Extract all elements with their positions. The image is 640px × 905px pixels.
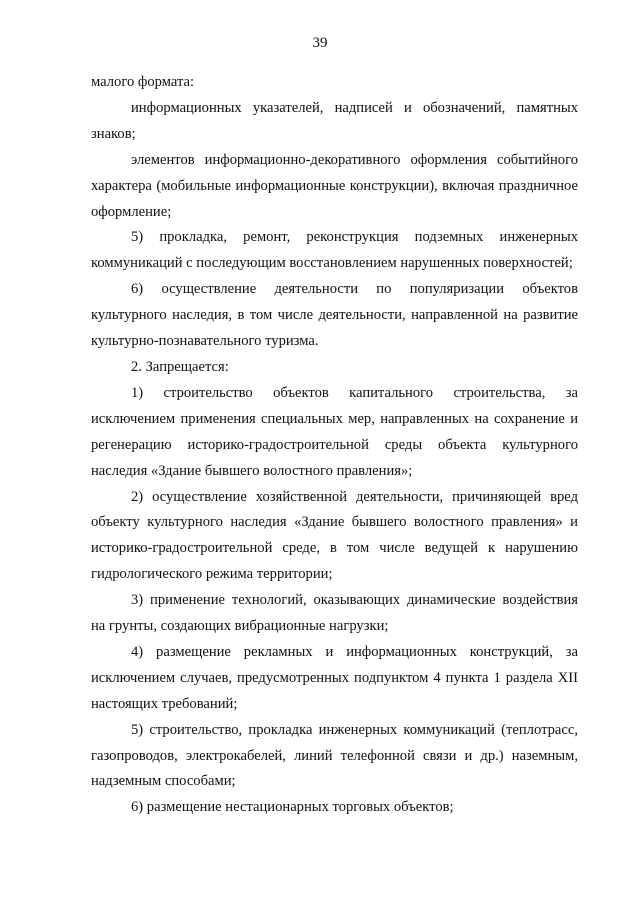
paragraph-8: 2) осуществление хозяйственной деятельности, причиняющей вред объекту культурного наследия «Здание бывшего волостного правления» и историко-градостроительной среде, в том числе ведущей к нарушению гидрологического режима территории; xyxy=(91,488,578,583)
paragraph-1: малого формата: xyxy=(91,74,195,90)
paragraph-9: 3) применение технологий, оказывающих динамические воздействия на грунты, создающих вибрационные нагрузки; xyxy=(91,592,578,635)
paragraph-3: элементов информационно-декоративного оформления событийного характера (мобильные информационные конструкции), включая праздничное оформление; xyxy=(91,151,578,220)
page-number: 39 xyxy=(312,35,328,51)
paragraph-11: 5) строительство, прокладка инженерных коммуникаций (теплотрасс, газопроводов, электрокабелей, линий телефонной связи и др.) наземным, надземным способами; xyxy=(91,721,578,790)
paragraph-10: 4) размещение рекламных и информационных конструкций, за исключением случаев, предусмотренных подпунктом 4 пункта 1 раздела XII настоящих требований; xyxy=(91,643,578,712)
document-body xyxy=(91,70,578,821)
paragraph-12: 6) размещение нестационарных торговых объектов; xyxy=(131,799,454,816)
paragraph-5: 6) осуществление деятельности по популяризации объектов культурного наследия, в том числе деятельности, направленной на развитие культурно-познавательного туризма. xyxy=(91,281,578,350)
paragraph-6: 2. Запрещается: xyxy=(131,358,229,375)
paragraph-4: 5) прокладка, ремонт, реконструкция подземных инженерных коммуникаций с последующим восстановлением нарушенных поверхностей; xyxy=(91,229,578,272)
paragraph-2: информационных указателей, надписей и обозначений, памятных знаков; xyxy=(91,99,578,142)
paragraph-7: 1) строительство объектов капитального строительства, за исключением применения специальных мер, направленных на сохранение и регенерацию историко-градостроительной среды объекта культурного наследия «Здание бывшего волостного правления»; xyxy=(91,384,578,479)
